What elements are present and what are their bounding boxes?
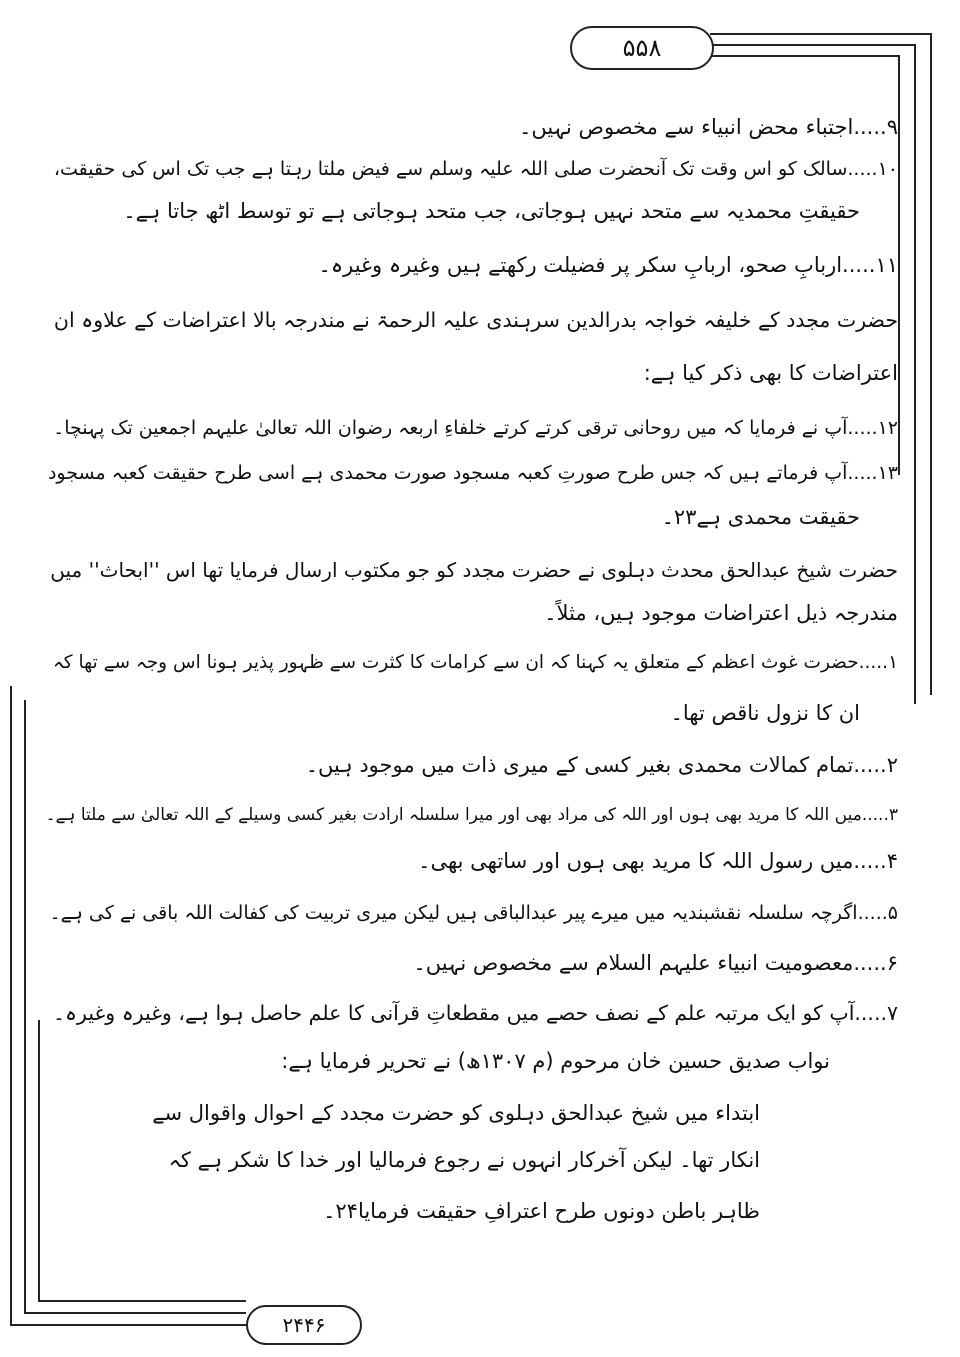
text-line-16: ۴.....میں رسول اللہ کا مرید بھی ہوں اور ساتھی بھی۔ <box>418 849 898 873</box>
text-line-23: ظاہر باطن دونوں طرح اعترافِ حقیقت فرمایا۲۴۔ <box>323 1199 760 1223</box>
frame-line-left-inner <box>24 700 26 1314</box>
text-line-19: ۷.....آپ کو ایک مرتبہ علم کے نصف حصے میں مقطعاتِ قرآنی کا علم حاصل ہوا ہے، وغیرہ وغیرہ۔ <box>53 1001 898 1025</box>
text-line-22: انکار تھا۔ لیکن آخرکار انہوں نے رجوع فرمالیا اور خدا کا شکر ہے کہ <box>168 1148 760 1172</box>
text-line-17: ۵.....اگرچہ سلسلہ نقشبندیہ میں میرے پیر عبدالباقی ہیں لیکن میری تربیت کی کفالت اللہ باقی نے کی ہے۔ <box>49 902 898 924</box>
text-line-21: ابتداء میں شیخ عبدالحق دہلوی کو حضرت مجدد کے احوال واقوال سے <box>152 1101 760 1125</box>
text-line-1: ۹.....اجتباء محض انبیاء سے مخصوص نہیں۔ <box>519 115 898 139</box>
frame-line-bottom-inner2 <box>38 1300 246 1302</box>
text-line-7: ۱۲.....آپ نے فرمایا کہ میں روحانی ترقی کرتے کرتے خلفاءِ اربعہ رضوان اللہ تعالیٰ علیہم اجمعین تک پہنچا۔ <box>53 417 898 439</box>
frame-line-top-outer <box>710 33 932 35</box>
text-line-4: ۱۱.....اربابِ صحو، اربابِ سکر پر فضیلت رکھتے ہیں وغیرہ وغیرہ۔ <box>318 253 898 277</box>
text-line-18: ۶.....معصومیت انبیاء علیہم السلام سے مخصوص نہیں۔ <box>413 951 898 975</box>
frame-line-bottom-inner <box>24 1312 246 1314</box>
frame-line-bottom-outer <box>10 1324 246 1326</box>
text-line-5: حضرت مجدد کے خلیفہ خواجہ بدرالدین سرہندی علیہ الرحمۃ نے مندرجہ بالا اعتراضات کے علاوہ ان <box>53 308 898 332</box>
text-line-15: ۳.....میں اللہ کا مرید بھی ہوں اور اللہ کی مراد بھی اور میرا سلسلہ ارادت بغیر کسی وسیلے کے اللہ تعالیٰ سے ملتا ہے۔ <box>45 805 898 825</box>
text-line-13: ان کا نزول ناقص تھا۔ <box>670 701 860 725</box>
text-line-10: حضرت شیخ عبدالحق محدث دہلوی نے حضرت مجدد کو جو مکتوب ارسال فرمایا تھا اس ''ابحاث'' میں <box>50 558 898 582</box>
text-line-12: ۱.....حضرت غوث اعظم کے متعلق یہ کہنا کہ ان سے کرامات کا کثرت سے ظہور پذیر ہونا اس وجہ سے تھا کہ <box>52 652 898 673</box>
frame-line-right-outer <box>930 33 932 695</box>
text-line-20: نواب صدیق حسین خان مرحوم (م ۱۳۰۷ھ) نے تحریر فرمایا ہے: <box>281 1049 830 1073</box>
frame-line-right-inner <box>914 44 916 704</box>
text-line-6: اعتراضات کا بھی ذکر کیا ہے: <box>643 361 898 385</box>
text-line-8: ۱۳.....آپ فرماتے ہیں کہ جس طرح صورتِ کعبہ مسجود صورت محمدی ہے اسی طرح حقیقت کعبہ مسجود <box>47 462 898 484</box>
text-line-9: حقیقت محمدی ہے۲۳۔ <box>661 505 860 529</box>
text-line-3: حقیقتِ محمدیہ سے متحد نہیں ہوجاتی، جب متحد ہوجاتی ہے تو توسط اٹھ جاتا ہے۔ <box>123 199 860 223</box>
page-number-bottom: ۲۴۴۶ <box>246 1305 362 1345</box>
frame-line-right-inner2 <box>898 55 900 475</box>
frame-line-top-inner2 <box>710 55 900 57</box>
page-number-top: ۵۵۸ <box>570 26 714 70</box>
frame-line-top-inner <box>710 44 916 46</box>
frame-line-left-inner2 <box>38 1020 40 1302</box>
text-line-2: ۱۰.....سالک کو اس وقت تک آنحضرت صلی اللہ علیہ وسلم سے فیض ملتا رہتا ہے جب تک اس کی حقیقت، <box>53 158 898 180</box>
text-line-11: مندرجہ ذیل اعتراضات موجود ہیں، مثلاً۔ <box>544 601 898 625</box>
frame-line-left-outer <box>10 686 12 1326</box>
text-line-14: ۲.....تمام کمالات محمدی بغیر کسی کے میری ذات میں موجود ہیں۔ <box>305 753 898 777</box>
